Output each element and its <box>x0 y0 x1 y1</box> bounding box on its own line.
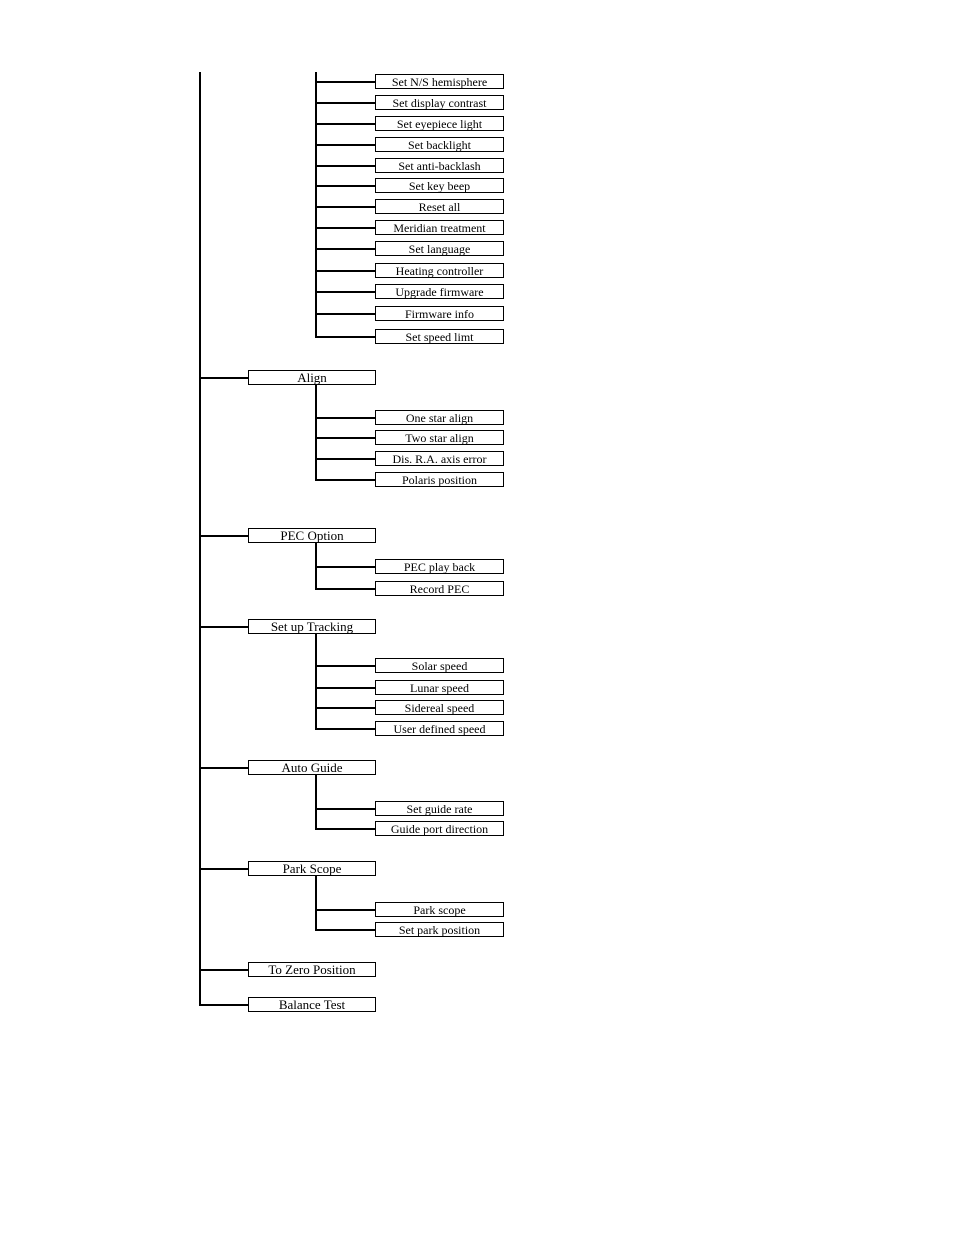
main-connector <box>199 626 248 628</box>
settings-connector <box>315 291 375 293</box>
submenu-item[interactable]: Lunar speed <box>375 680 504 695</box>
settings-connector <box>315 313 375 315</box>
submenu-item[interactable]: Guide port direction <box>375 821 504 836</box>
menu-item-park-scope[interactable]: Park Scope <box>248 861 376 876</box>
submenu-item[interactable]: Park scope <box>375 902 504 917</box>
submenu-connector <box>315 458 375 460</box>
submenu-connector <box>315 728 375 730</box>
submenu-item[interactable]: Set park position <box>375 922 504 937</box>
submenu-connector <box>315 417 375 419</box>
group-branch-line <box>315 634 317 729</box>
submenu-item[interactable]: User defined speed <box>375 721 504 736</box>
submenu-connector <box>315 437 375 439</box>
submenu-item[interactable]: Polaris position <box>375 472 504 487</box>
menu-item-align[interactable]: Align <box>248 370 376 385</box>
submenu-item[interactable]: PEC play back <box>375 559 504 574</box>
settings-connector <box>315 123 375 125</box>
main-connector <box>199 868 248 870</box>
submenu-item[interactable]: One star align <box>375 410 504 425</box>
settings-connector <box>315 336 375 338</box>
submenu-connector <box>315 479 375 481</box>
submenu-connector <box>315 828 375 830</box>
submenu-item[interactable]: Solar speed <box>375 658 504 673</box>
settings-connector <box>315 144 375 146</box>
submenu-item[interactable]: Set display contrast <box>375 95 504 110</box>
group-branch-line <box>315 775 317 829</box>
submenu-item[interactable]: Set backlight <box>375 137 504 152</box>
settings-connector <box>315 227 375 229</box>
submenu-connector <box>315 588 375 590</box>
settings-connector <box>315 81 375 83</box>
menu-item-to-zero-position[interactable]: To Zero Position <box>248 962 376 977</box>
submenu-connector <box>315 909 375 911</box>
submenu-connector <box>315 808 375 810</box>
group-branch-line <box>315 385 317 480</box>
settings-branch-line <box>315 72 317 337</box>
submenu-item[interactable]: Set language <box>375 241 504 256</box>
submenu-item[interactable]: Reset all <box>375 199 504 214</box>
settings-connector <box>315 185 375 187</box>
settings-connector <box>315 206 375 208</box>
settings-connector <box>315 270 375 272</box>
submenu-item[interactable]: Record PEC <box>375 581 504 596</box>
submenu-item[interactable]: Set key beep <box>375 178 504 193</box>
submenu-item[interactable]: Heating controller <box>375 263 504 278</box>
menu-item-pec-option[interactable]: PEC Option <box>248 528 376 543</box>
group-branch-line <box>315 876 317 930</box>
submenu-item[interactable]: Dis. R.A. axis error <box>375 451 504 466</box>
settings-connector <box>315 165 375 167</box>
settings-connector <box>315 248 375 250</box>
menu-item-set-up-tracking[interactable]: Set up Tracking <box>248 619 376 634</box>
submenu-item[interactable]: Set guide rate <box>375 801 504 816</box>
main-connector <box>199 767 248 769</box>
submenu-item[interactable]: Sidereal speed <box>375 700 504 715</box>
submenu-connector <box>315 929 375 931</box>
submenu-connector <box>315 566 375 568</box>
main-connector <box>199 377 248 379</box>
submenu-item[interactable]: Upgrade firmware <box>375 284 504 299</box>
submenu-item[interactable]: Firmware info <box>375 306 504 321</box>
main-connector <box>199 535 248 537</box>
submenu-connector <box>315 665 375 667</box>
main-trunk-line <box>199 72 201 1006</box>
menu-item-balance-test[interactable]: Balance Test <box>248 997 376 1012</box>
menu-item-auto-guide[interactable]: Auto Guide <box>248 760 376 775</box>
main-connector <box>199 1004 248 1006</box>
submenu-item[interactable]: Set speed limt <box>375 329 504 344</box>
submenu-item[interactable]: Meridian treatment <box>375 220 504 235</box>
submenu-item[interactable]: Two star align <box>375 430 504 445</box>
settings-connector <box>315 102 375 104</box>
submenu-connector <box>315 687 375 689</box>
submenu-item[interactable]: Set anti-backlash <box>375 158 504 173</box>
submenu-item[interactable]: Set eyepiece light <box>375 116 504 131</box>
main-connector <box>199 969 248 971</box>
submenu-connector <box>315 707 375 709</box>
submenu-item[interactable]: Set N/S hemisphere <box>375 74 504 89</box>
